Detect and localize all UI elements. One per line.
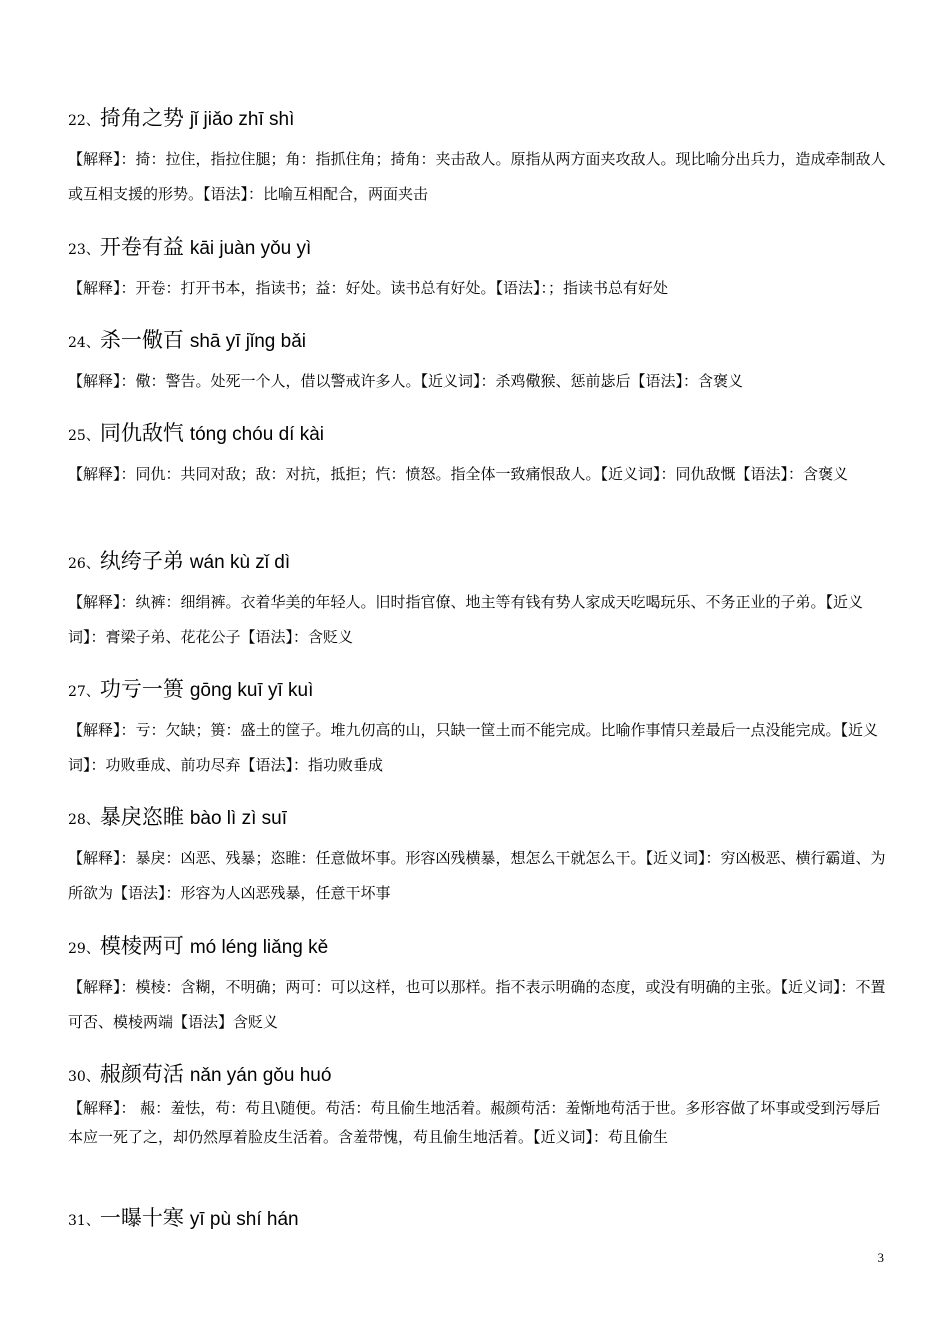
idiom-explanation: 【解释】： 赧：羞怯，苟：苟且\随便。苟活：苟且偷生地活着。赧颜苟活：羞惭地苟活于世。多形容做了坏事或受到污辱后本应一死了之，却仍然厚着脸皮生活着。含羞带愧，苟且偷生地活着。【近义词】：苟且偷生 (68, 1099, 881, 1146)
entry-number: 26、 (68, 556, 100, 572)
idiom-explanation: 【解释】：开卷：打开书本，指读书；益：好处。读书总有好处。【语法】：；指读书总有好处 (68, 279, 669, 297)
idiom-title: 开卷有益 (99, 235, 184, 259)
idiom-pinyin: kāi juàn yǒu yì (189, 238, 312, 259)
idiom-title: 掎角之势 (99, 106, 184, 130)
idiom-entry-30 (68, 1058, 886, 1152)
idiom-pinyin: nǎn yán gǒu huó (189, 1065, 332, 1086)
idiom-title: 模棱两可 (99, 934, 184, 958)
idiom-entry-26 (68, 545, 886, 655)
entry-number: 25、 (68, 428, 100, 444)
idiom-explanation: 【解释】：纨裤：细绢裤。衣着华美的年轻人。旧时指官僚、地主等有钱有势人家成天吃喝玩乐、不务正业的子弟。【近义词】：膏梁子弟、花花公子【语法】：含贬义 (68, 593, 864, 646)
idiom-pinyin: tóng chóu dí kài (189, 424, 324, 445)
entry-heading (68, 231, 886, 261)
idiom-explanation: 【解释】：同仇：共同对敌；敌：对抗，抵拒；忾：愤怒。指全体一致痛恨敌人。【近义词】：同仇敌慨【语法】：含褒义 (68, 465, 849, 483)
idiom-entry-24 (68, 324, 886, 399)
idiom-entry-27 (68, 673, 886, 783)
idiom-explanation: 【解释】：掎：拉住，指拉住腿；角：指抓住角；掎角：夹击敌人。原指从两方面夹攻敌人。现比喻分出兵力，造成牵制敌人或互相支援的形势。【语法】：比喻互相配合，两面夹击 (68, 150, 886, 203)
entry-heading (68, 324, 886, 354)
entry-heading (68, 102, 886, 132)
idiom-title: 纨绔子弟 (99, 549, 184, 573)
idiom-title: 赧颜苟活 (99, 1062, 184, 1086)
idiom-entry-29 (68, 930, 886, 1040)
idiom-entry-22 (68, 102, 886, 212)
entry-number: 22、 (68, 113, 100, 129)
idiom-title: 暴戾恣睢 (99, 805, 184, 829)
page-number: 3 (877, 1250, 884, 1265)
idiom-title: 功亏一篑 (99, 677, 184, 701)
entry-heading (68, 545, 886, 575)
entry-heading (68, 930, 886, 960)
idiom-entry-31 (68, 1202, 886, 1232)
entry-number: 23、 (68, 242, 100, 258)
entry-number: 24、 (68, 335, 100, 351)
entry-number: 31、 (68, 1213, 100, 1229)
idiom-pinyin: shā yī jǐng bǎi (189, 331, 307, 352)
entry-number: 30、 (68, 1069, 100, 1085)
entry-number: 27、 (68, 684, 100, 700)
entry-heading (68, 1058, 886, 1088)
idiom-pinyin: jǐ jiǎo zhī shì (189, 109, 295, 130)
idiom-explanation: 【解释】：亏：欠缺；篑：盛土的筐子。堆九仞高的山，只缺一筐土而不能完成。比喻作事情只差最后一点没能完成。【近义词】：功败垂成、前功尽弃【语法】：指功败垂成 (68, 721, 879, 774)
entry-heading (68, 801, 886, 831)
idiom-pinyin: wán kù zǐ dì (189, 552, 291, 573)
entry-heading (68, 673, 886, 703)
idiom-explanation: 【解释】：暴戾：凶恶、残暴；恣睢：任意做坏事。形容凶残横暴，想怎么干就怎么干。【近义词】：穷凶极恶、横行霸道、为所欲为【语法】：形容为人凶恶残暴，任意干坏事 (68, 849, 886, 902)
idiom-title: 一曝十寒 (99, 1206, 184, 1230)
idiom-title: 杀一儆百 (99, 328, 184, 352)
idiom-entry-23 (68, 231, 886, 306)
entry-heading (68, 417, 886, 447)
idiom-explanation: 【解释】：儆：警告。处死一个人，借以警戒许多人。【近义词】：杀鸡儆猴、惩前毖后【语法】：含褒义 (68, 372, 744, 390)
idiom-entry-28 (68, 801, 886, 911)
entry-number: 28、 (68, 812, 100, 828)
entry-heading (68, 1202, 886, 1232)
idiom-pinyin: yī pù shí hán (189, 1209, 299, 1230)
idiom-title: 同仇敌忾 (99, 421, 184, 445)
idiom-pinyin: gōng kuī yī kuì (189, 680, 314, 701)
idiom-pinyin: mó léng liǎng kě (189, 937, 329, 958)
idiom-entry-25 (68, 417, 886, 492)
idiom-explanation: 【解释】：模棱：含糊，不明确；两可：可以这样，也可以那样。指不表示明确的态度，或没有明确的主张。【近义词】：不置可否、模棱两端【语法】含贬义 (68, 978, 886, 1031)
idiom-pinyin: bào lì zì suī (189, 808, 287, 829)
entry-number: 29、 (68, 941, 100, 957)
